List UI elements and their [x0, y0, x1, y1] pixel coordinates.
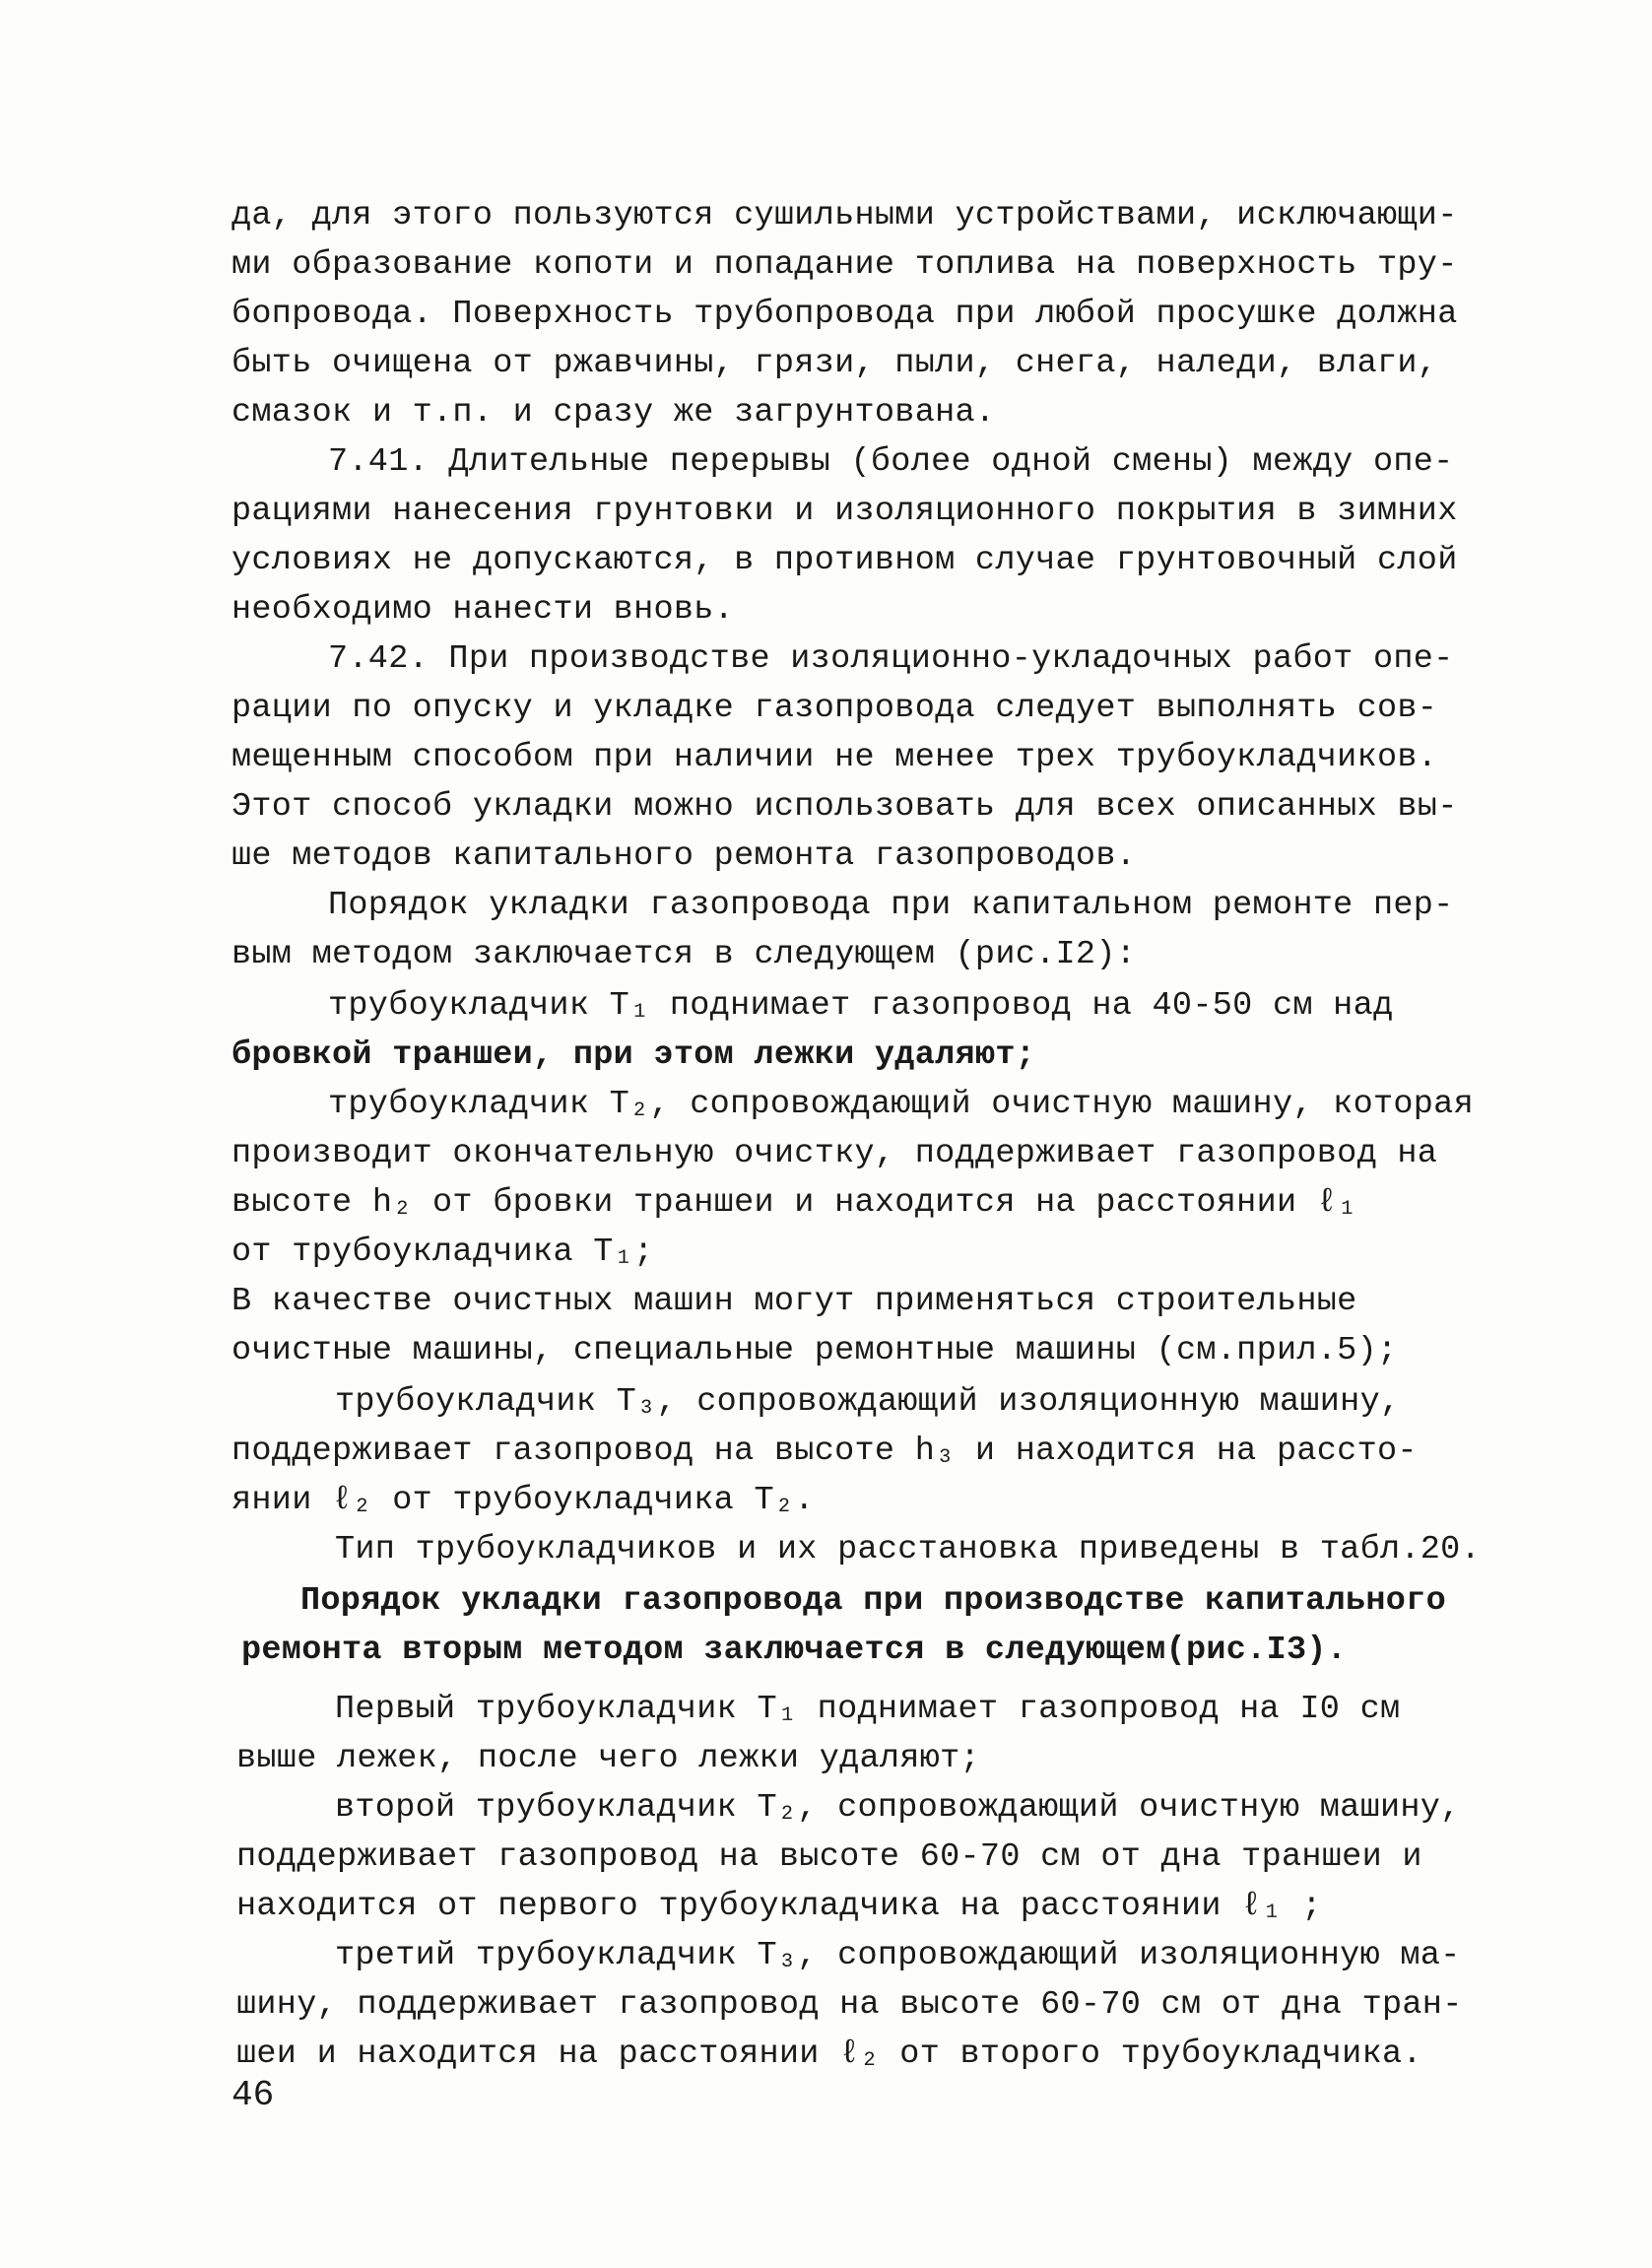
text-line: трубоукладчик Т₂, сопровождающий очистную машину, которая: [328, 1086, 1474, 1123]
text-line: необходимо нанести вновь.: [231, 591, 735, 629]
text-line: бровкой траншеи, при этом лежки удаляют;: [231, 1036, 1036, 1074]
text-line: 7.42. При производстве изоляционно-укладочных работ опе-: [328, 640, 1454, 678]
text-line: смазок и т.п. и сразу же загрунтована.: [231, 394, 996, 432]
text-line: Этот способ укладки можно использовать для всех описанных вы-: [231, 788, 1458, 826]
text-line: быть очищена от ржавчины, грязи, пыли, снега, наледи, влаги,: [231, 345, 1438, 382]
text-line: В качестве очистных машин могут применяться строительные: [231, 1283, 1357, 1320]
text-line: Порядок укладки газопровода при капитальном ремонте пер-: [328, 887, 1454, 924]
text-line: ше методов капитального ремонта газопроводов.: [231, 837, 1137, 875]
text-line: бопровода. Поверхность трубопровода при любой просушке должна: [231, 296, 1458, 333]
text-line: от трубоукладчика Т₁;: [231, 1234, 654, 1271]
text-line: поддерживает газопровод на высоте 60-70 см от дна траншеи и: [236, 1838, 1422, 1876]
text-line: третий трубоукладчик Т₃, сопровождающий изоляционную ма-: [335, 1937, 1461, 1974]
text-line: Тип трубоукладчиков и их расстановка приведены в табл.20.: [335, 1531, 1481, 1568]
page-number: 46: [231, 2075, 275, 2115]
text-line: ми образование копоти и попадание топлива на поверхность тру-: [231, 246, 1458, 284]
text-line: рации по опуску и укладке газопровода следует выполнять сов-: [231, 690, 1438, 727]
text-line: Порядок укладки газопровода при производстве капитального: [300, 1582, 1446, 1620]
text-line: высоте h₂ от бровки траншеи и находится на расстоянии ℓ₁: [231, 1184, 1357, 1222]
text-line: трубоукладчик Т₁ поднимает газопровод на 40-50 см над: [328, 987, 1394, 1025]
text-line: янии ℓ₂ от трубоукладчика Т₂.: [231, 1482, 815, 1519]
text-line: шину, поддерживает газопровод на высоте 60-70 см от дна тран-: [236, 1986, 1463, 2024]
text-line: выше лежек, после чего лежки удаляют;: [236, 1740, 980, 1777]
text-line: мещенным способом при наличии не менее трех трубоукладчиков.: [231, 739, 1438, 776]
text-line: рациями нанесения грунтовки и изоляционного покрытия в зимних: [231, 493, 1458, 530]
text-line: шеи и находится на расстоянии ℓ₂ от второго трубоукладчика.: [236, 2035, 1422, 2073]
text-line: условиях не допускаются, в противном случае грунтовочный слой: [231, 542, 1458, 579]
text-line: второй трубоукладчик Т₂, сопровождающий очистную машину,: [335, 1789, 1461, 1827]
text-line: поддерживает газопровод на высоте h₃ и находится на рассто-: [231, 1433, 1418, 1470]
text-line: находится от первого трубоукладчика на расстоянии ℓ₁ ;: [236, 1888, 1322, 1925]
text-line: очистные машины, специальные ремонтные машины (см.прил.5);: [231, 1332, 1398, 1369]
text-line: производит окончательную очистку, поддерживает газопровод на: [231, 1135, 1438, 1172]
text-line: да, для этого пользуются сушильными устройствами, исключающи-: [231, 197, 1458, 234]
text-line: вым методом заключается в следующем (рис.I2):: [231, 936, 1137, 973]
text-line: ремонта вторым методом заключается в следующем(рис.I3).: [241, 1632, 1348, 1669]
text-line: 7.41. Длительные перерывы (более одной смены) между опе-: [328, 443, 1454, 481]
text-line: трубоукладчик Т₃, сопровождающий изоляционную машину,: [335, 1383, 1401, 1421]
text-line: Первый трубоукладчик Т₁ поднимает газопровод на I0 см: [335, 1691, 1401, 1728]
